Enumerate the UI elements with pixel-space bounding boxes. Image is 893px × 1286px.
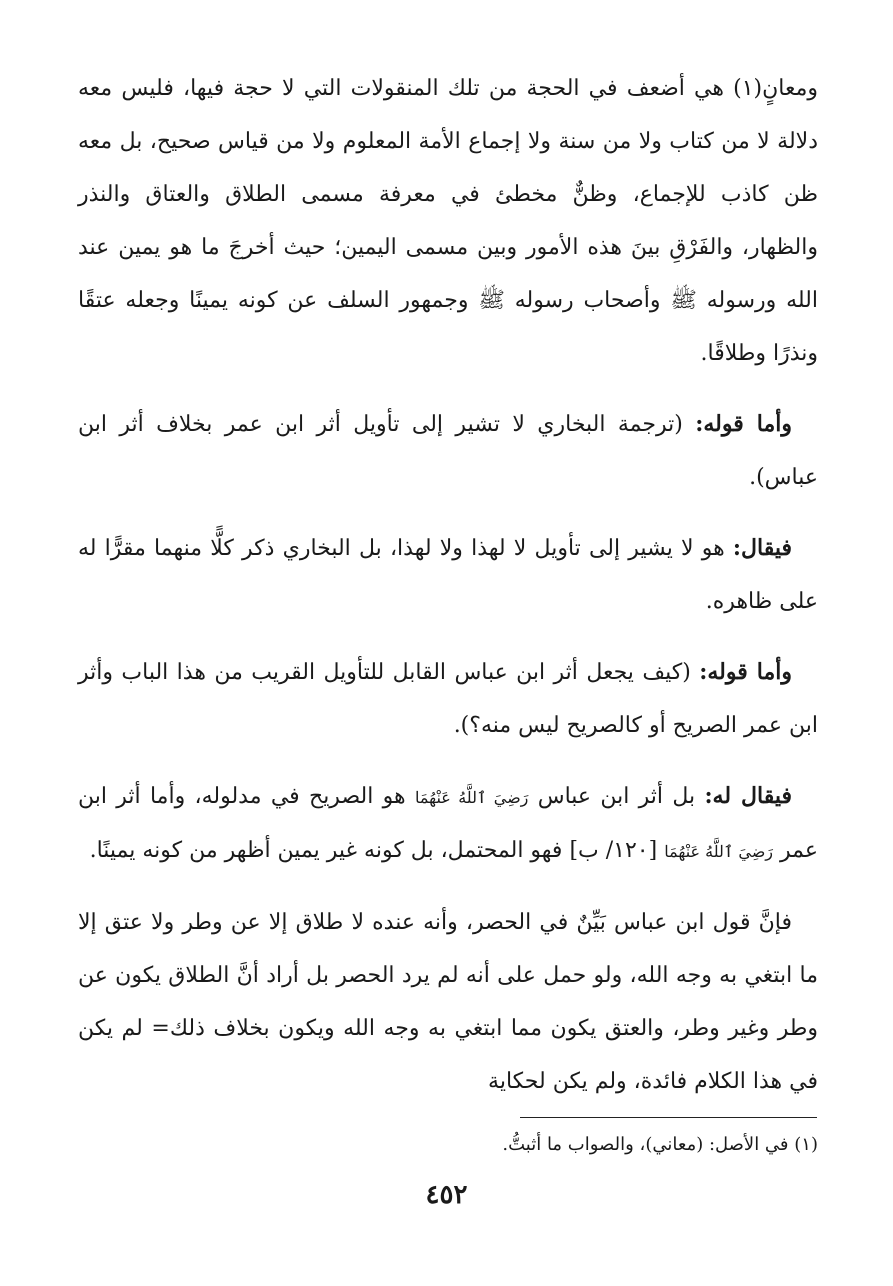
paragraph-3-lead: فيقال: [732,535,792,561]
paragraph-4 [78,646,818,752]
footnote-divider [520,1117,817,1118]
footnote-marker: (١) [794,1134,818,1155]
paragraph-5 [78,770,818,878]
paragraph-4-text: (كيف يجعل أثر ابن عباس القابل للتأويل القريب من هذا الباب وأثر ابن عمر الصريح أو كالصريح ليس منه؟). [78,660,818,738]
paragraph-5-text-b: هو الصريح في مدلوله، وأما أثر ابن عمر [78,784,818,863]
paragraph-2 [78,398,818,504]
paragraph-1-text: ومعانٍ(١) هي أضعف في الحجة من تلك المنقولات التي لا حجة فيها، فليس معه دلالة لا من كتاب ولا من سنة ولا إجماع الأمة المعلوم ولا من قياس صحيح، بل معه ظن كاذب للإجماع، وظنٌّ مخطئ في معرفة مسمى الطلاق والعتاق والنذر والظهار، والفَرْقِ بينَ هذه الأمور وبين مسمى اليمين؛ حيث أخرجَ ما هو يمين عند الله ورسوله ﷺ وأصحاب رسوله ﷺ وجمهور السلف عن كونه يمينًا وجعله عتقًا ونذرًا وطلاقًا. [78,76,818,366]
page-body [78,62,818,1126]
paragraph-3 [78,522,818,628]
honorific-b: رَضِيَ ٱللَّهُ عَنْهُمَا [664,842,774,861]
paragraph-5-lead: فيقال له: [704,783,793,809]
paragraph-2-text: (ترجمة البخاري لا تشير إلى تأويل أثر ابن عمر بخلاف أثر ابن عباس). [78,412,818,490]
footnote-text: في الأصل: (معاني)، والصواب ما أثبتُّ. [502,1134,789,1155]
paragraph-2-lead: وأما قوله: [695,411,792,437]
page-number: ٤٥٢ [425,1180,468,1210]
paragraph-5-text-c: [١٢٠/ ب] فهو المحتمل، بل كونه غير يمين أظهر من كونه يمينًا. [89,838,665,863]
paragraph-3-text: هو لا يشير إلى تأويل لا لهذا ولا لهذا، بل البخاري ذكر كلًّا منهما مقرًّا له على ظاهره. [78,536,818,614]
paragraph-4-lead: وأما قوله: [699,659,792,685]
paragraph-1 [78,62,818,380]
footnote [78,1130,818,1160]
paragraph-6 [78,896,818,1108]
honorific-a: رَضِيَ ٱللَّهُ عَنْهُمَا [414,788,529,807]
paragraph-6-text: فإنَّ قول ابن عباس بَيِّنٌ في الحصر، وأنه عنده لا طلاق إلا عن وطر ولا عتق إلا ما ابتغي به وجه الله، ولو حمل على أنه لم يرد الحصر بل أراد أنَّ الطلاق يكون عن وطر وغير وطر، والعتق يكون مما ابتغي به وجه الله ويكون بخلاف ذلك= لم يكن في هذا الكلام فائدة، ولم يكن لحكاية [78,910,818,1094]
paragraph-5-text-a: بل أثر ابن عباس [528,784,705,809]
